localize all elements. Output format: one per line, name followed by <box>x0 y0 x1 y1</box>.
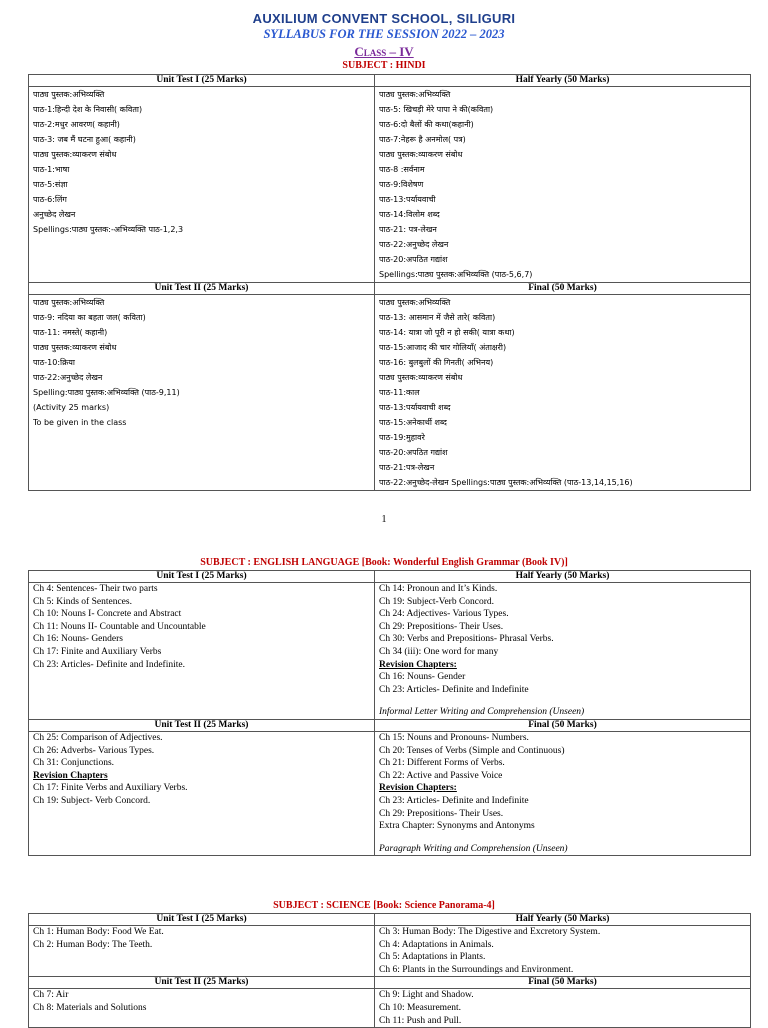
list-item: Ch 17: Finite and Auxiliary Verbs <box>33 646 162 657</box>
list-item: पाठ-15:आजाद की चार गोलियाँ( अंताक्षरी) <box>379 343 507 352</box>
science-ut2-header: Unit Test II (25 Marks) <box>29 977 375 989</box>
list-item: Ch 23: Articles- Definite and Indefinite. <box>33 659 185 670</box>
english-final-header: Final (50 Marks) <box>375 719 751 731</box>
list-item: Ch 21: Different Forms of Verbs. <box>379 758 505 769</box>
list-item: पाठ-9: नदिया का बहता जल( कविता) <box>33 313 146 322</box>
list-item: Ch 15: Nouns and Pronouns- Numbers. <box>379 732 529 743</box>
list-item: पाठ-6:दो बैलों की कथा(कहानी) <box>379 120 474 129</box>
list-item: Ch 6: Plants in the Surroundings and Environment. <box>379 964 574 975</box>
list-item: अनुच्छेद लेखन <box>33 210 76 219</box>
list-item: पाठ्य पुस्तक:अभिव्यक्ति <box>379 298 451 307</box>
class-label: Class – IV <box>354 44 414 59</box>
revision-chapters-label: Revision Chapters <box>33 770 108 781</box>
list-item: पाठ्य पुस्तक:व्याकरण संबोध <box>33 150 117 159</box>
list-item: पाठ-21:पत्र-लेखन <box>379 463 435 472</box>
list-item: Ch 14: Pronoun and It’s Kinds. <box>379 584 498 594</box>
list-item: पाठ-15:अनेकार्थी शब्द <box>379 418 447 427</box>
page-number: 1 <box>381 514 387 525</box>
list-item: पाठ-1:भाषा <box>33 165 70 174</box>
science-hy-header: Half Yearly (50 Marks) <box>375 914 751 926</box>
english-hy-header: Half Yearly (50 Marks) <box>375 571 751 583</box>
list-item: (Activity 25 marks) <box>33 403 110 412</box>
list-item: पाठ-7:नेहरू है अनमोल( पत्र) <box>379 135 466 144</box>
hindi-ut1-cell <box>29 87 375 283</box>
list-item: Ch 11: Push and Pull. <box>379 1015 462 1026</box>
list-item: Ch 4: Sentences- Their two parts <box>33 584 158 594</box>
list-item: Ch 19: Subject- Verb Concord. <box>33 795 151 806</box>
list-item: पाठ-8 :सर्वनाम <box>379 165 425 174</box>
science-ut1-cell <box>29 926 375 977</box>
list-item: पाठ-22:अनुच्छेद लेखन <box>379 240 449 249</box>
list-item: Ch 23: Articles- Definite and Indefinite <box>379 684 529 695</box>
list-item: पाठ-1:हिन्दी देश के निवासी( कविता) <box>33 105 143 114</box>
list-item: पाठ-9:विशेषण <box>379 180 424 189</box>
list-item: Ch 23: Articles- Definite and Indefinite <box>379 795 529 806</box>
list-item: Ch 25: Comparison of Adjectives. <box>33 732 163 743</box>
writing-note: Paragraph Writing and Comprehension (Unseen) <box>379 843 568 854</box>
list-item: पाठ-13:पर्यायवाची <box>379 195 436 204</box>
list-item: पाठ-13: आसमान में जैसे तारे( कविता) <box>379 313 496 322</box>
list-item: पाठ-20:अपठित गद्यांश <box>379 255 448 264</box>
hindi-ut2-cell <box>29 295 375 491</box>
english-ut1-cell <box>29 583 375 720</box>
list-item: पाठ-11: नमस्ते( कहानी) <box>33 328 108 337</box>
english-ut1-header: Unit Test I (25 Marks) <box>29 571 375 583</box>
english-subject-heading: SUBJECT : ENGLISH LANGUAGE [Book: Wonderful English Grammar (Book IV)] <box>200 557 568 568</box>
english-hy-cell <box>375 583 751 720</box>
list-item: पाठ-22:अनुच्छेद-लेखन Spellings:पाठ्य पुस्तक:अभिव्यक्ति (पाठ-13,14,15,16) <box>379 478 633 487</box>
hindi-syllabus-table <box>28 74 751 491</box>
list-item: पाठ-2:मधुर आवरण( कहानी) <box>33 120 120 129</box>
list-item: Ch 30: Verbs and Prepositions- Phrasal Verbs. <box>379 634 554 645</box>
science-subject-heading: SUBJECT : SCIENCE [Book: Science Panorama-4] <box>273 900 495 911</box>
list-item: पाठ-14: यात्रा जो पूरी न हो सकी( यात्रा कथा) <box>379 328 515 337</box>
list-item: Ch 10: Measurement. <box>379 1002 462 1013</box>
science-final-header: Final (50 Marks) <box>375 977 751 989</box>
hindi-final-cell <box>375 295 751 491</box>
list-item: पाठ-3: जब मैं घटना हुआ( कहानी) <box>33 135 136 144</box>
science-ut1-header: Unit Test I (25 Marks) <box>29 914 375 926</box>
list-item: Ch 16: Nouns- Gender <box>379 672 466 683</box>
list-item: पाठ-10:क्रिया <box>33 358 75 367</box>
list-item: Ch 5: Kinds of Sentences. <box>33 596 132 607</box>
science-final-cell <box>375 989 751 1028</box>
hindi-hy-header: Half Yearly (50 Marks) <box>375 75 751 87</box>
list-item: Ch 29: Prepositions- Their Uses. <box>379 621 504 632</box>
list-item: To be given in the class <box>33 418 127 427</box>
hindi-hy-cell <box>375 87 751 283</box>
list-item: Spelling:पाठ्य पुस्तक:अभिव्यक्ति (पाठ-9,11) <box>33 388 180 397</box>
list-item: Ch 20: Tenses of Verbs (Simple and Continuous) <box>379 745 565 756</box>
hindi-final-header: Final (50 Marks) <box>375 283 751 295</box>
list-item: Ch 8: Materials and Solutions <box>33 1002 147 1013</box>
list-item: पाठ-11:काल <box>379 388 420 397</box>
list-item: Ch 1: Human Body: Food We Eat. <box>33 927 164 937</box>
english-ut2-header: Unit Test II (25 Marks) <box>29 719 375 731</box>
english-syllabus-table <box>28 570 751 856</box>
session-title: SYLLABUS FOR THE SESSION 2022 – 2023 <box>263 27 505 41</box>
list-item: Ch 29: Prepositions- Their Uses. <box>379 808 504 819</box>
writing-note: Informal Letter Writing and Comprehension (Unseen) <box>379 707 585 718</box>
list-item: Ch 26: Adverbs- Various Types. <box>33 745 155 756</box>
english-ut2-cell <box>29 731 375 855</box>
list-item: पाठ-20:अपठित गद्यांश <box>379 448 448 457</box>
list-item: Ch 5: Adaptations in Plants. <box>379 952 486 963</box>
list-item: Ch 3: Human Body: The Digestive and Excretory System. <box>379 927 601 937</box>
list-item: Ch 19: Subject-Verb Concord. <box>379 596 495 607</box>
english-final-cell <box>375 731 751 855</box>
list-item: Ch 7: Air <box>33 990 69 1001</box>
revision-chapters-label: Revision Chapters: <box>379 783 457 794</box>
list-item: Ch 4: Adaptations in Animals. <box>379 939 494 950</box>
list-item: Ch 2: Human Body: The Teeth. <box>33 939 153 950</box>
hindi-subject-heading: SUBJECT : HINDI <box>342 60 426 71</box>
list-item: पाठ-21: पत्र-लेखन <box>379 225 437 234</box>
list-item: पाठ-14:विलोम शब्द <box>379 210 440 219</box>
list-item: पाठ्य पुस्तक:व्याकरण संबोध <box>379 150 463 159</box>
hindi-ut2-header: Unit Test II (25 Marks) <box>29 283 375 295</box>
list-item: Spellings:पाठ्य पुस्तक:अभिव्यक्ति (पाठ-5,6,7) <box>379 270 533 279</box>
list-item: Ch 22: Active and Passive Voice <box>379 770 503 781</box>
list-item: Ch 16: Nouns- Genders <box>33 634 123 645</box>
list-item: पाठ्य पुस्तक:अभिव्यक्ति <box>379 90 451 99</box>
list-item: पाठ-6:लिंग <box>33 195 67 204</box>
list-item: Ch 24: Adjectives- Various Types. <box>379 609 509 620</box>
science-syllabus-table <box>28 913 751 1028</box>
list-item: Extra Chapter: Synonyms and Antonyms <box>379 821 535 832</box>
list-item: पाठ्य पुस्तक:अभिव्यक्ति <box>33 90 105 99</box>
list-item: Ch 17: Finite Verbs and Auxiliary Verbs. <box>33 783 188 794</box>
list-item: Ch 10: Nouns I- Concrete and Abstract <box>33 609 182 620</box>
list-item: पाठ-5: खिचड़ी मेरे पापा ने की(कविता) <box>379 105 494 114</box>
revision-chapters-label: Revision Chapters: <box>379 659 457 670</box>
list-item: पाठ्य पुस्तक:व्याकरण संबोध <box>33 343 117 352</box>
list-item: पाठ-16: बुलबुलों की गिनती( अभिनय) <box>379 358 494 367</box>
list-item: पाठ-22:अनुच्छेद लेखन <box>33 373 103 382</box>
list-item: पाठ-19:मुहावरे <box>379 433 425 442</box>
list-item: Ch 34 (iii): One word for many <box>379 646 499 657</box>
list-item: पाठ्य पुस्तक:व्याकरण संबोध <box>379 373 463 382</box>
list-item: पाठ्य पुस्तक:अभिव्यक्ति <box>33 298 105 307</box>
school-name: AUXILIUM CONVENT SCHOOL, SILIGURI <box>252 11 516 26</box>
list-item: पाठ-13:पर्यायवाची शब्द <box>379 403 451 412</box>
list-item: Spellings:पाठ्य पुस्तक:-अभिव्यक्ति पाठ-1,2,3 <box>33 225 184 234</box>
science-hy-cell <box>375 926 751 977</box>
list-item: Ch 11: Nouns II- Countable and Uncountable <box>33 621 206 632</box>
hindi-ut1-header: Unit Test I (25 Marks) <box>29 75 375 87</box>
science-ut2-cell <box>29 989 375 1028</box>
list-item: Ch 31: Conjunctions. <box>33 758 115 769</box>
list-item: पाठ-5:संज्ञा <box>33 180 68 189</box>
list-item: Ch 9: Light and Shadow. <box>379 990 474 1001</box>
